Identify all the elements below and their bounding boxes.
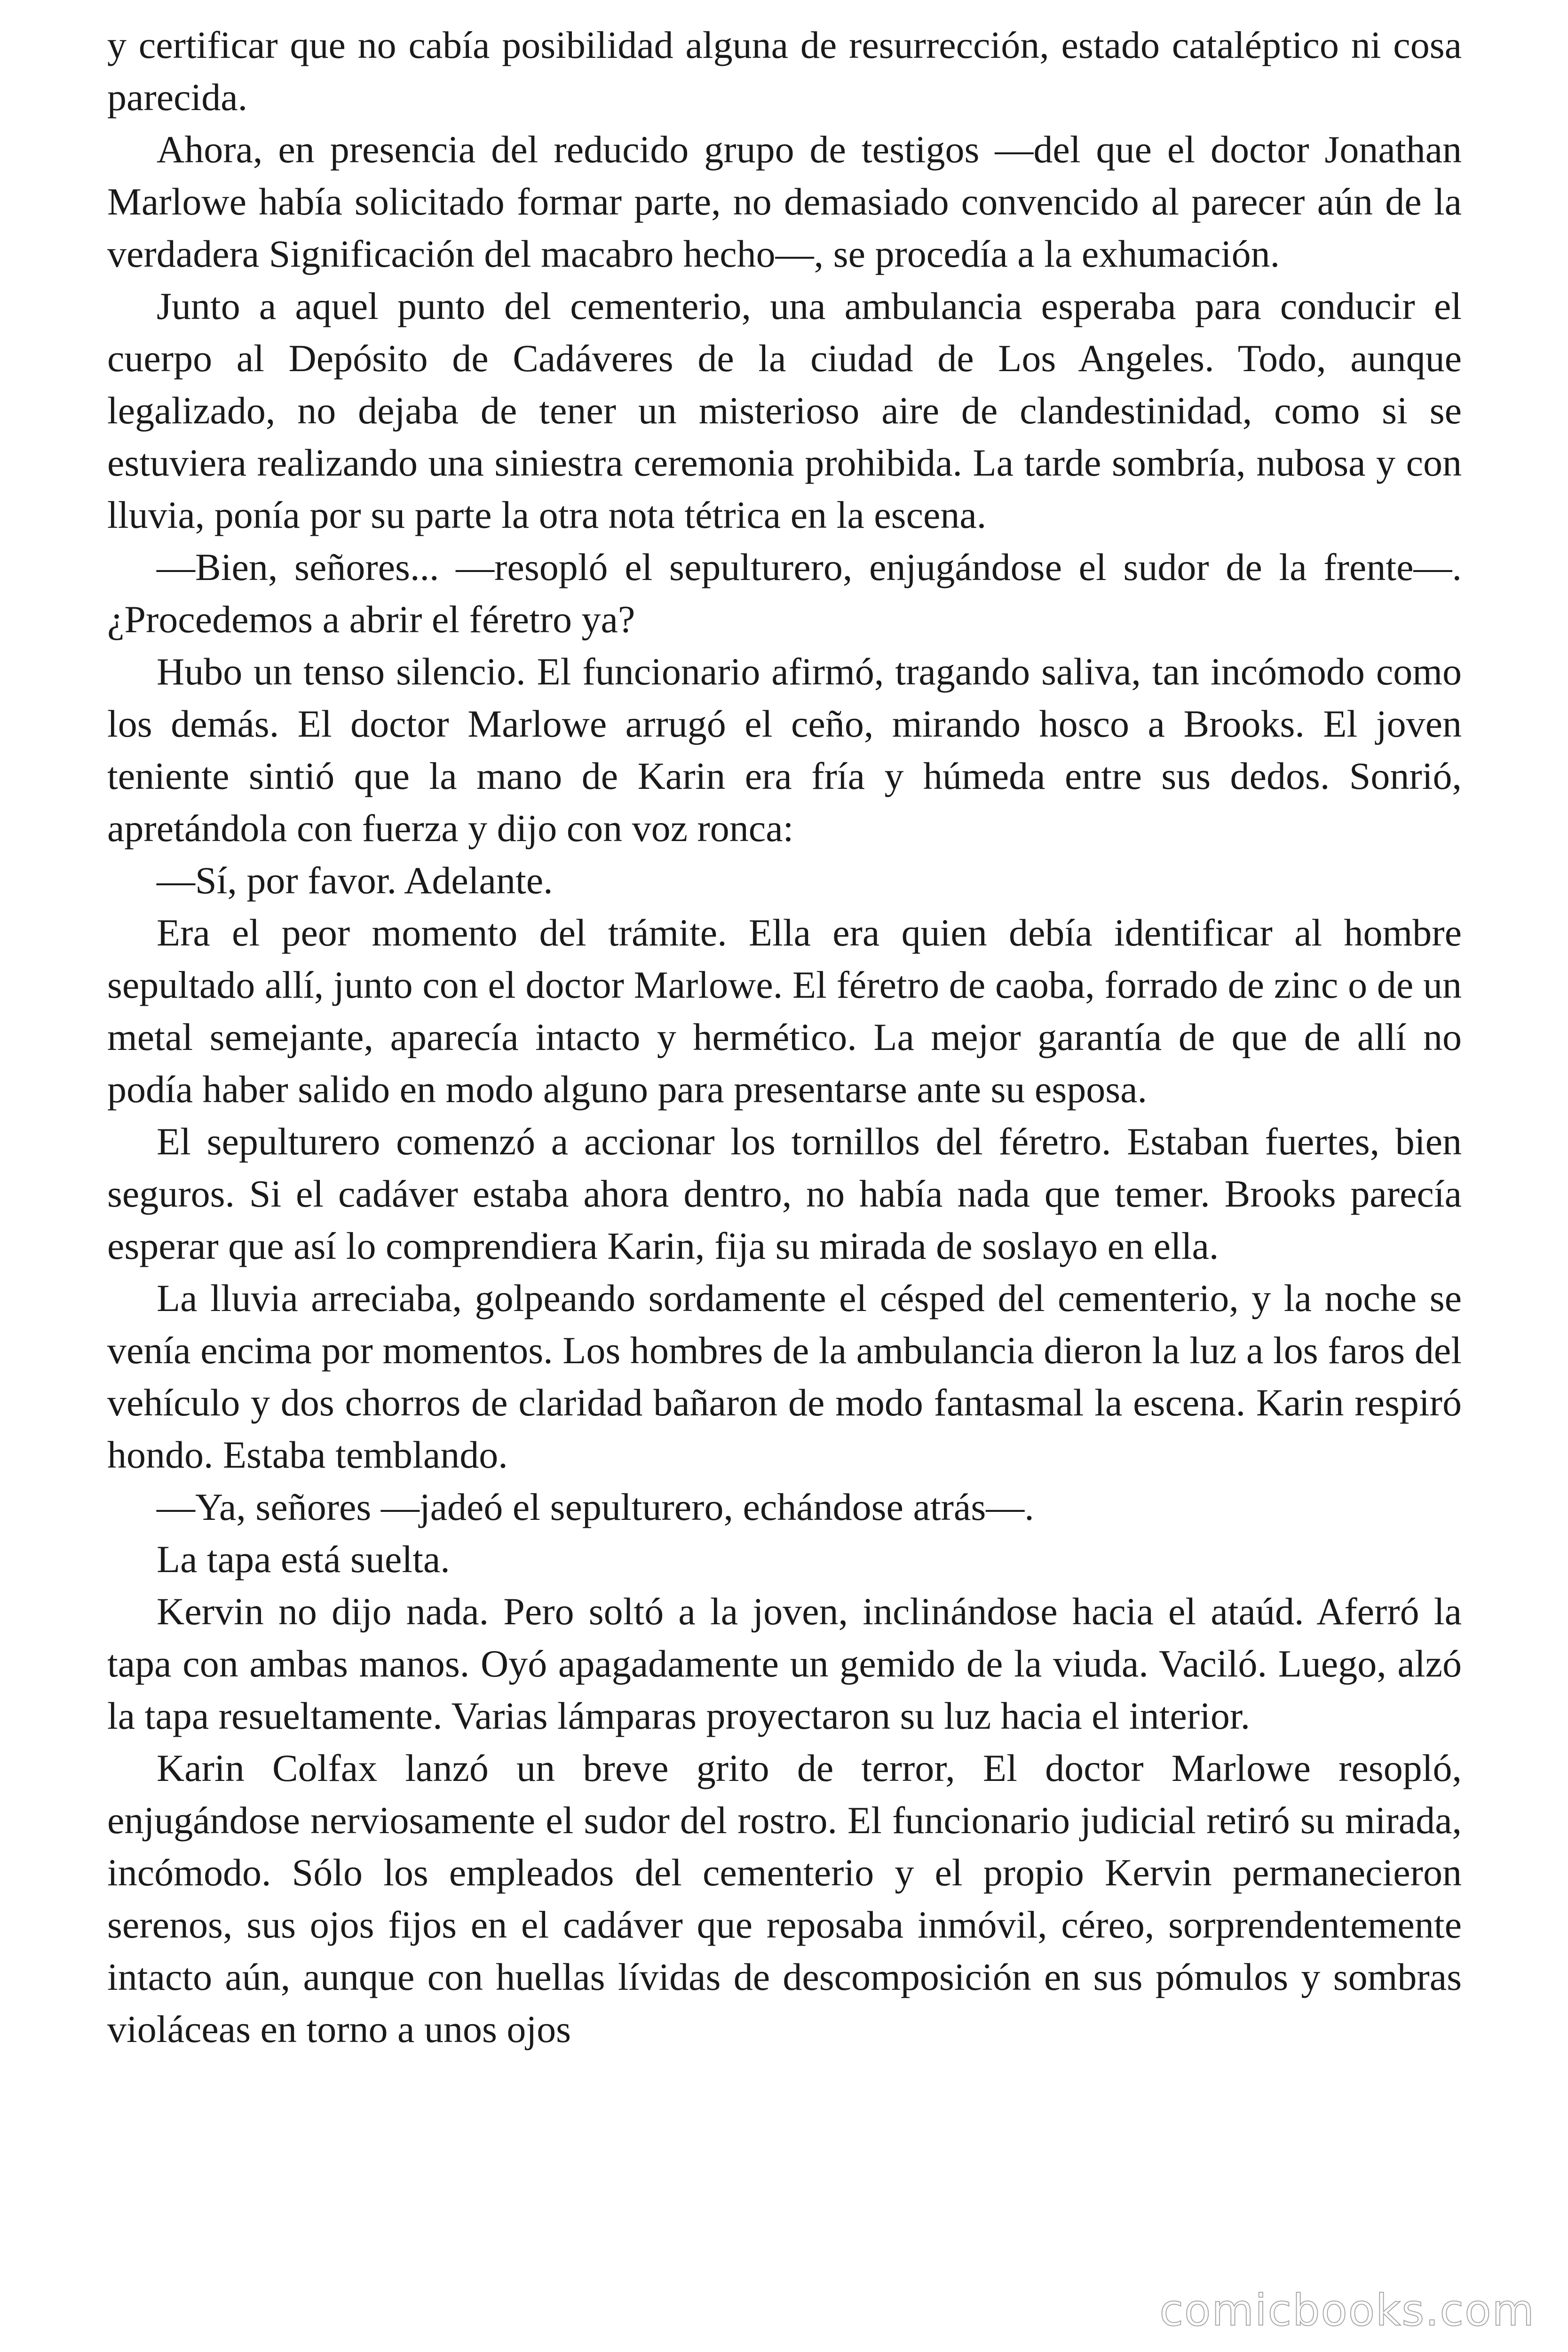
paragraph: Hubo un tenso silencio. El funcionario afirmó, tragando saliva, tan incómodo como los demás. El doctor Marlowe arrugó el ceño, mirando hosco a Brooks. El joven teniente sintió que la mano de Karin era fría y húmeda entre sus dedos. Sonrió, apretándola con fuerza y dijo con voz ronca: <box>107 650 1462 850</box>
paragraph: —Ya, señores —jadeó el sepulturero, echándose atrás—. <box>157 1486 1034 1528</box>
paragraph: Ahora, en presencia del reducido grupo de testigos —del que el doctor Jonathan Marlowe había solicitado formar parte, no demasiado convencido al parecer aún de la verdadera Significación del macabro hecho—, se procedía a la exhumación. <box>107 128 1462 275</box>
paragraph: Junto a aquel punto del cementerio, una ambulancia esperaba para conducir el cuerpo al Depósito de Cadáveres de la ciudad de Los Angeles. Todo, aunque legalizado, no dejaba de tener un misterioso aire de clandestinidad, como si se estuviera realizando una siniestra ceremonia prohibida. La tarde sombría, nubosa y con lluvia, ponía por su parte la otra nota tétrica en la escena. <box>107 285 1462 536</box>
paragraph: Kervin no dijo nada. Pero soltó a la joven, inclinándose hacia el ataúd. Aferró la tapa con ambas manos. Oyó apagadamente un gemido de la viuda. Vaciló. Luego, alzó la tapa resueltamente. Varias lámparas proyectaron su luz hacia el interior. <box>107 1590 1462 1737</box>
paragraph: La tapa está suelta. <box>157 1538 450 1581</box>
paragraph: —Bien, señores... —resopló el sepulturero, enjugándose el sudor de la frente—. ¿Procedemos a abrir el féretro ya? <box>107 546 1462 641</box>
page-body <box>107 19 1462 2055</box>
paragraph: Karin Colfax lanzó un breve grito de terror, El doctor Marlowe resopló, enjugándose nerviosamente el sudor del rostro. El funcionario judicial retiró su mirada, incómodo. Sólo los empleados del cementerio y el propio Kervin permanecieron serenos, sus ojos fijos en el cadáver que reposaba inmóvil, céreo, sorprendentemente intacto aún, aunque con huellas lívidas de descomposición en sus pómulos y sombras violáceas en torno a unos ojos <box>107 1747 1462 2050</box>
paragraph: y certificar que no cabía posibilidad alguna de resurrección, estado cataléptico ni cosa parecida. <box>107 24 1462 119</box>
paragraph: La lluvia arreciaba, golpeando sordamente el césped del cementerio, y la noche se venía encima por momentos. Los hombres de la ambulancia dieron la luz a los faros del vehículo y dos chorros de claridad bañaron de modo fantasmal la escena. Karin respiró hondo. Estaba temblando. <box>107 1277 1462 1476</box>
watermark: comicbooks.com <box>1159 2285 1535 2336</box>
paragraph: Era el peor momento del trámite. Ella era quien debía identificar al hombre sepultado allí, junto con el doctor Marlowe. El féretro de caoba, forrado de zinc o de un metal semejante, aparecía intacto y hermético. La mejor garantía de que de allí no podía haber salido en modo alguno para presentarse ante su esposa. <box>107 911 1462 1111</box>
paragraph: El sepulturero comenzó a accionar los tornillos del féretro. Estaban fuertes, bien seguros. Si el cadáver estaba ahora dentro, no había nada que temer. Brooks parecía esperar que así lo comprendiera Karin, fija su mirada de soslayo en ella. <box>107 1120 1462 1267</box>
paragraph: —Sí, por favor. Adelante. <box>157 859 553 902</box>
